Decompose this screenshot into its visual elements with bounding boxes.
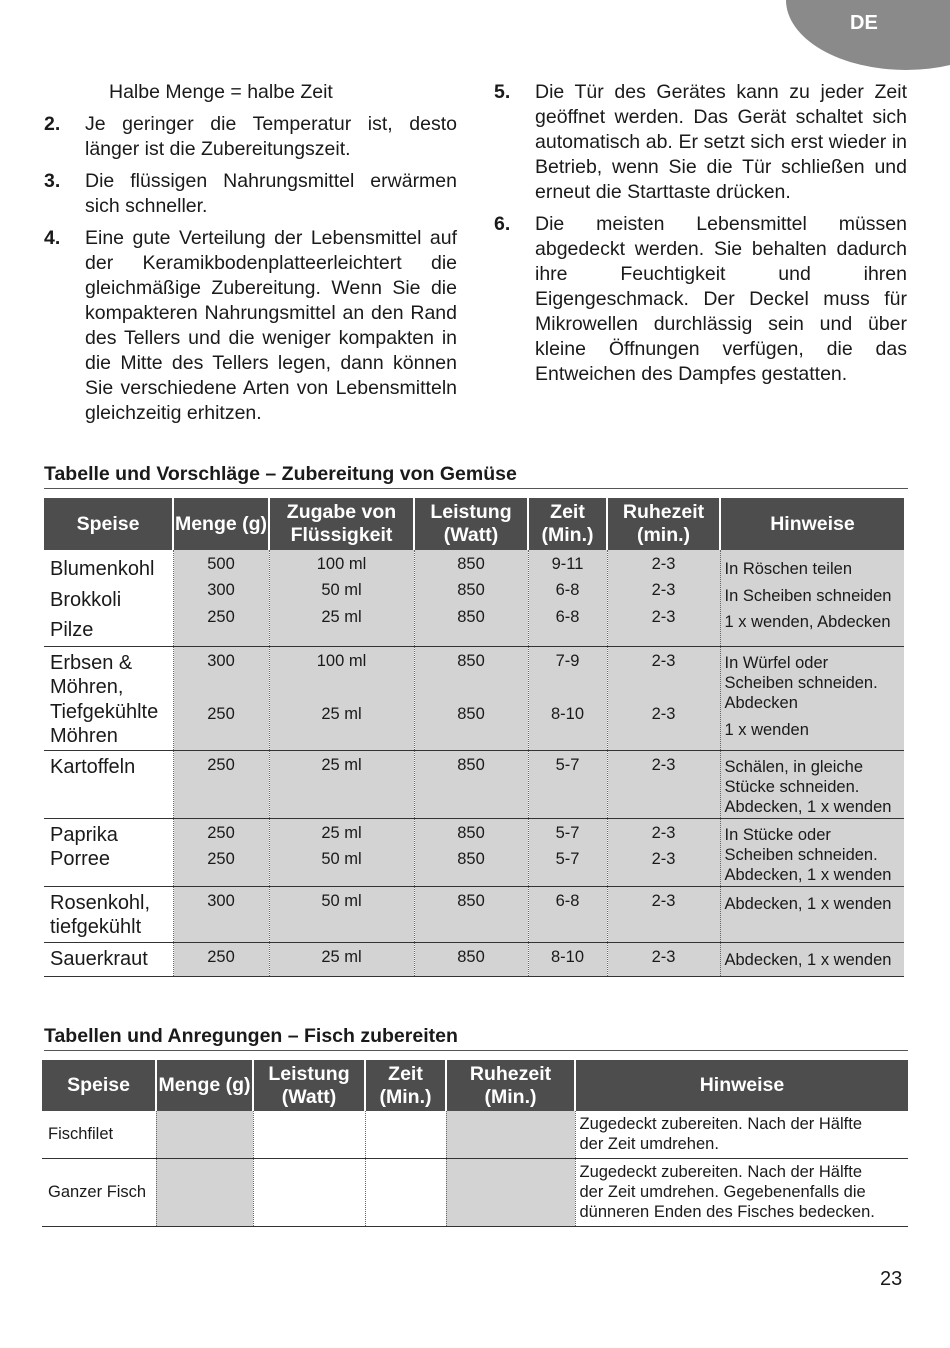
cell-value: 25 ml (321, 823, 362, 842)
cell-value: 850 (457, 947, 485, 966)
zeit-cell (528, 886, 607, 942)
cell-value: 100 ml (316, 651, 367, 670)
table-row (44, 750, 904, 818)
note-line: Zugedeckt zubereiten. Nach der Hälfte (579, 1163, 862, 1181)
leistung-cell (414, 818, 528, 886)
zeit-cell (528, 646, 607, 750)
speise-cell (44, 550, 173, 646)
list-item (494, 212, 907, 387)
fluessigkeit-cell (269, 646, 414, 750)
ruhezeit-cell (446, 1111, 575, 1158)
hinweise-cell (720, 550, 904, 646)
item-text: Je geringer die Temperatur ist, desto länger ist die Zubereitungszeit. (85, 113, 457, 160)
zeit-cell (528, 942, 607, 976)
col-header: Menge (g) (156, 1060, 253, 1111)
cell-value: 250 (207, 849, 235, 868)
speise-cell: Ganzer Fisch (48, 1183, 147, 1201)
food-name: Erbsen & (50, 651, 133, 674)
hinweise-cell (720, 818, 904, 886)
hinweise-cell (720, 646, 904, 750)
cell-value: 300 (207, 891, 235, 910)
leistung-cell (414, 646, 528, 750)
leistung-cell (414, 550, 528, 646)
cell-value: 250 (207, 755, 235, 774)
cell-value: 850 (457, 581, 485, 599)
hinweise-cell (720, 942, 904, 976)
food-name: tiefgekühlt (50, 916, 142, 938)
food-name: Blumenkohl (50, 558, 155, 580)
hinweise-cell (575, 1158, 908, 1226)
note-line: der Zeit umdrehen. (579, 1135, 719, 1154)
table-row (44, 886, 904, 942)
cell-value: 250 (207, 947, 235, 966)
cell-value: 2-3 (651, 849, 676, 868)
item-number: 3. (44, 170, 61, 192)
item-number: 2. (44, 113, 61, 135)
note-line: 1 x wenden, Abdecken (724, 613, 891, 631)
table-header-row (42, 1060, 908, 1111)
leistung-cell (253, 1111, 365, 1158)
col-header: Leistung (Watt) (253, 1060, 365, 1111)
cell-value: 6-8 (555, 608, 580, 626)
food-name: Möhren, (50, 676, 124, 698)
food-name: Sauerkraut (50, 947, 148, 970)
ruhezeit-cell (446, 1158, 575, 1226)
col-header: Ruhezeit (min.) (607, 498, 720, 550)
cell-value: 9-11 (551, 555, 584, 573)
note-line: Stücke schneiden. (724, 777, 860, 796)
zeit-cell (365, 1158, 446, 1226)
ruhezeit-cell (607, 550, 720, 646)
cell-value: 8-10 (550, 947, 585, 966)
right-column (494, 80, 907, 394)
cell-value: 850 (457, 849, 485, 868)
zeit-cell (528, 550, 607, 646)
food-name: Paprika (50, 823, 118, 846)
cell-value: 850 (457, 608, 485, 626)
menge-cell (156, 1158, 253, 1226)
item-text: Eine gute Verteilung der Lebensmittel auf der Keramikbodenplatteerleichtert die gleichmäßige Zubereitung. Wenn Sie die kompakteren Nahrungsmittel an den Rand des Tellers und die weniger kompakten in die Mitte des Tellers legen, dann können Sie verschiedene Arten von Lebensmitteln gleichzeitig erhitzen. (85, 227, 457, 424)
note-line: Zugedeckt zubereiten. Nach der Hälfte (579, 1115, 862, 1134)
cell-value: 2-3 (651, 823, 676, 842)
cell-value: 2-3 (651, 651, 676, 670)
col-header: Speise (42, 1060, 156, 1111)
ruhezeit-cell (607, 818, 720, 886)
veg-table-title: Tabelle und Vorschläge – Zubereitung von Gemüse (44, 463, 908, 489)
cell-value: 8-10 (550, 704, 585, 723)
item-number: 4. (44, 227, 61, 249)
hinweise-cell (720, 750, 904, 818)
cell-value: 300 (207, 581, 235, 599)
table-row (44, 942, 904, 976)
item-number: 5. (494, 81, 511, 103)
menge-cell (156, 1111, 253, 1158)
cell-value: 2-3 (651, 555, 676, 573)
speise-cell (44, 942, 173, 976)
cell-value: 50 ml (321, 849, 362, 868)
speise-cell (44, 646, 173, 750)
table-row (44, 550, 904, 646)
fluessigkeit-cell (269, 818, 414, 886)
menge-cell (173, 818, 269, 886)
cell-value: 5-7 (555, 823, 580, 842)
col-header: Zeit (Min.) (528, 498, 607, 550)
col-header: Hinweise (720, 498, 904, 550)
col-header: Menge (g) (173, 498, 269, 550)
fluessigkeit-cell (269, 550, 414, 646)
page-number: 23 (880, 1268, 903, 1290)
note-line: Schälen, in gleiche (724, 757, 864, 776)
note-line: 1 x wenden (724, 720, 809, 739)
food-name: Tiefgekühlte (50, 700, 159, 723)
list-item (44, 112, 457, 162)
ruhezeit-cell (607, 646, 720, 750)
food-name: Rosenkohl, (50, 891, 151, 914)
col-header: Hinweise (575, 1060, 908, 1111)
table-row (44, 818, 904, 886)
veg-table (44, 498, 904, 977)
cell-value: 2-3 (651, 891, 676, 910)
food-name: Kartoffeln (50, 755, 136, 778)
item-text: Die flüssigen Nahrungsmittel erwärmen sich schneller. (85, 170, 457, 217)
note-line: Abdecken, 1 x wenden (724, 894, 892, 913)
language-tab (786, 0, 950, 70)
cell-value: 100 ml (316, 555, 367, 573)
fish-table (42, 1060, 908, 1227)
note-line: Abdecken, 1 x wenden (724, 865, 892, 884)
cell-value: 25 ml (321, 704, 362, 723)
cell-value: 850 (457, 704, 485, 723)
note-line: In Würfel oder (724, 653, 829, 672)
table-row (42, 1158, 908, 1226)
cell-value: 6-8 (555, 891, 580, 910)
food-name: Porree (50, 848, 111, 870)
note-line: Abdecken, 1 x wenden (724, 950, 892, 969)
cell-value: 2-3 (651, 581, 676, 599)
cell-value: 5-7 (555, 849, 580, 868)
cell-value: 7-9 (555, 651, 580, 670)
cell-value: 250 (207, 704, 235, 723)
col-header: Ruhezeit (Min.) (446, 1060, 575, 1111)
note-line: der Zeit umdrehen. Gegebenenfalls die (579, 1183, 866, 1201)
cell-value: 300 (207, 651, 235, 670)
cell-value: 850 (457, 651, 485, 670)
zeit-cell (528, 750, 607, 818)
table-row (42, 1111, 908, 1158)
note-line: In Röschen teilen (724, 560, 852, 578)
menge-cell (173, 550, 269, 646)
note-line: In Stücke oder (724, 825, 831, 844)
col-header: Speise (44, 498, 173, 550)
food-name: Pilze (50, 619, 94, 641)
menge-cell (173, 646, 269, 750)
ruhezeit-cell (607, 750, 720, 818)
cell-value: 5-7 (555, 755, 580, 774)
zeit-cell (528, 818, 607, 886)
fluessigkeit-cell (269, 886, 414, 942)
zeit-cell (365, 1111, 446, 1158)
fluessigkeit-cell (269, 942, 414, 976)
cell-value: 2-3 (651, 947, 676, 966)
fish-table-title: Tabellen und Anregungen – Fisch zubereiten (44, 1025, 908, 1051)
cell-value: 6-8 (555, 581, 580, 599)
item-text: Die Tür des Gerätes kann zu jeder Zeit geöffnet werden. Das Gerät schaltet sich automatisch ab. Er setzt sich erst wieder in Betrieb, wenn Sie die Tür schließen und erneut die Starttaste drücken. (535, 81, 907, 203)
cell-value: 2-3 (651, 755, 676, 774)
cell-value: 2-3 (651, 704, 676, 723)
ruhezeit-cell (607, 942, 720, 976)
menge-cell (173, 942, 269, 976)
speise-cell (44, 750, 173, 818)
list-item (494, 80, 907, 205)
note-line: In Scheiben schneiden (724, 586, 892, 605)
left-column (44, 80, 457, 433)
leistung-cell (414, 886, 528, 942)
table-row (44, 646, 904, 750)
leistung-cell (414, 750, 528, 818)
table-header-row (44, 498, 904, 550)
cell-value: 2-3 (651, 608, 676, 626)
food-name: Möhren (50, 725, 118, 747)
hinweise-cell (720, 886, 904, 942)
menge-cell (173, 750, 269, 818)
list-item (44, 226, 457, 426)
language-label: DE (850, 12, 878, 34)
cell-value: 25 ml (321, 947, 362, 966)
ruhezeit-cell (607, 886, 720, 942)
speise-cell (44, 886, 173, 942)
leistung-cell (414, 942, 528, 976)
note-line: Scheiben schneiden. (724, 845, 878, 864)
cell-value: 25 ml (321, 755, 362, 774)
cell-value: 25 ml (321, 608, 362, 626)
menge-cell (173, 886, 269, 942)
cell-value: 850 (457, 755, 485, 774)
cell-value: 250 (207, 608, 235, 626)
item-number: 6. (494, 213, 511, 235)
speise-cell: Fischfilet (48, 1125, 114, 1144)
hinweise-cell (575, 1111, 908, 1158)
food-name: Brokkoli (50, 588, 122, 611)
cell-value: 50 ml (321, 891, 362, 910)
item-text: Die meisten Lebensmittel müssen abgedeckt werden. Sie behalten dadurch ihre Feuchtigkeit und ihren Eigengeschmack. Der Deckel muss für Mikrowellen durchlässig sein und über kleine Öffnungen verfügen, die das Entweichen des Dampfes gestatten. (535, 213, 907, 385)
leistung-cell (253, 1158, 365, 1226)
col-header: Leistung (Watt) (414, 498, 528, 550)
intro-text: Halbe Menge = halbe Zeit (109, 81, 333, 103)
note-line: Abdecken (724, 693, 798, 712)
speise-cell (44, 818, 173, 886)
cell-value: 50 ml (321, 581, 362, 599)
note-line: Abdecken, 1 x wenden (724, 797, 892, 816)
list-item (44, 169, 457, 219)
fluessigkeit-cell (269, 750, 414, 818)
col-header: Zugabe von Flüssigkeit (269, 498, 414, 550)
cell-value: 850 (457, 823, 485, 842)
cell-value: 250 (207, 823, 235, 842)
cell-value: 500 (207, 555, 235, 573)
note-line: Scheiben schneiden. (724, 673, 878, 692)
cell-value: 850 (457, 891, 485, 910)
col-header: Zeit (Min.) (365, 1060, 446, 1111)
note-line: dünneren Enden des Fisches bedecken. (579, 1203, 875, 1221)
cell-value: 850 (457, 555, 485, 573)
